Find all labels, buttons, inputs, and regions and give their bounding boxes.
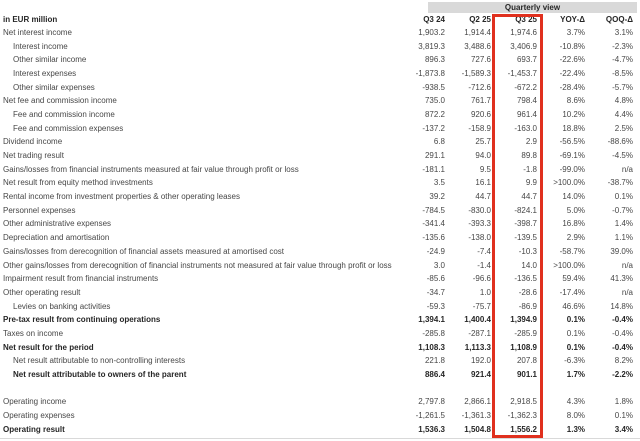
- cell-q3-24: -1,261.5: [415, 411, 445, 421]
- cell-q3-24: -285.8: [422, 328, 445, 338]
- cell-yoy-delta: 59.4%: [562, 274, 585, 284]
- cell-yoy-delta: -22.4%: [559, 68, 585, 78]
- table-row: [3, 245, 634, 259]
- cell-qoq-delta: -2.2%: [612, 370, 633, 380]
- cell-qoq-delta: -38.7%: [607, 178, 633, 188]
- cell-q3-24: -341.4: [422, 219, 445, 229]
- table-row: [3, 67, 634, 81]
- quarterly-view-label: Quarterly view: [504, 3, 561, 12]
- cell-q3-24: 896.3: [424, 55, 445, 65]
- cell-qoq-delta: -0.4%: [612, 328, 633, 338]
- cell-q3-25: 89.8: [521, 151, 537, 161]
- cell-q2-25: 727.6: [470, 55, 491, 65]
- cell-q3-25: 3,406.9: [510, 41, 537, 51]
- cell-q2-25: 9.5: [479, 164, 491, 174]
- cell-q3-25: -824.1: [514, 205, 537, 215]
- cell-yoy-delta: 14.0%: [562, 192, 585, 202]
- cell-q2-25: 921.4: [470, 370, 491, 380]
- cell-qoq-delta: 1.1%: [614, 233, 633, 243]
- row-label: Net interest income: [3, 27, 72, 37]
- cell-q3-24: -181.1: [422, 164, 445, 174]
- row-label: Net fee and commission income: [3, 96, 117, 106]
- table-row: [3, 81, 634, 95]
- cell-yoy-delta: 10.2%: [562, 109, 585, 119]
- cell-q3-25: -672.2: [514, 82, 537, 92]
- column-header-q3-24: Q3 24: [423, 14, 445, 24]
- cell-q3-24: 1,394.1: [418, 315, 445, 325]
- cell-q2-25: -1,589.3: [461, 68, 491, 78]
- cell-q3-24: 221.8: [424, 356, 445, 366]
- cell-q3-24: 1,108.3: [418, 342, 445, 352]
- cell-q3-25: -1,453.7: [507, 68, 537, 78]
- cell-q3-25: 207.8: [516, 356, 537, 366]
- cell-q3-24: 1,903.2: [418, 27, 445, 37]
- unit-label: in EUR million: [3, 14, 58, 24]
- cell-yoy-delta: 8.6%: [566, 96, 585, 106]
- cell-qoq-delta: 1.8%: [614, 397, 633, 407]
- cell-qoq-delta: 2.5%: [614, 123, 633, 133]
- cell-yoy-delta: 0.1%: [566, 342, 585, 352]
- cell-q3-24: 1,536.3: [418, 424, 445, 434]
- cell-q2-25: 3,488.6: [464, 41, 491, 51]
- table-row: [3, 327, 634, 341]
- table-row: [3, 163, 634, 177]
- cell-q2-25: -138.0: [468, 233, 491, 243]
- cell-qoq-delta: -8.5%: [612, 68, 633, 78]
- cell-yoy-delta: -56.5%: [559, 137, 585, 147]
- cell-q2-25: 1,914.4: [464, 27, 491, 37]
- cell-q2-25: -7.4: [477, 246, 491, 256]
- table-row: [3, 204, 634, 218]
- cell-yoy-delta: 3.7%: [566, 27, 585, 37]
- table-body: [3, 26, 634, 437]
- row-label: Taxes on income: [3, 328, 64, 338]
- cell-yoy-delta: >100.0%: [553, 260, 585, 270]
- cell-q3-24: -137.2: [422, 123, 445, 133]
- table-header-row: [3, 13, 634, 26]
- row-label: Impairment result from financial instruments: [3, 274, 159, 284]
- quarterly-view-band: [428, 2, 637, 13]
- cell-q3-24: -784.5: [422, 205, 445, 215]
- cell-q3-25: -10.3: [518, 246, 537, 256]
- cell-q3-24: 735.0: [424, 96, 445, 106]
- table-row: [3, 53, 634, 67]
- row-label: Net result attributable to non-controlling interests: [13, 356, 186, 366]
- row-label: Net trading result: [3, 151, 64, 161]
- cell-q3-24: 3.5: [433, 178, 445, 188]
- table-bottom-border: [0, 438, 640, 439]
- row-label: Interest income: [13, 41, 68, 51]
- cell-q3-24: -135.6: [422, 233, 445, 243]
- cell-yoy-delta: -22.6%: [559, 55, 585, 65]
- table-row: [3, 122, 634, 136]
- cell-qoq-delta: 4.8%: [614, 96, 633, 106]
- cell-q2-25: 1,113.3: [464, 342, 491, 352]
- cell-qoq-delta: -4.7%: [612, 55, 633, 65]
- table-row: [3, 108, 634, 122]
- row-label: Gains/losses from derecognition of financial assets measured at amortised cost: [3, 246, 285, 256]
- table-row: [3, 341, 634, 355]
- cell-qoq-delta: -88.6%: [607, 137, 633, 147]
- cell-yoy-delta: -28.4%: [559, 82, 585, 92]
- table-row: [3, 368, 634, 382]
- cell-q3-25: 961.4: [516, 109, 537, 119]
- cell-qoq-delta: 0.1%: [614, 411, 633, 421]
- cell-yoy-delta: 2.9%: [566, 233, 585, 243]
- table-row: [3, 26, 634, 40]
- cell-qoq-delta: 0.1%: [614, 192, 633, 202]
- table-row: [3, 423, 634, 437]
- cell-q3-25: 1,974.6: [510, 27, 537, 37]
- table-row: [3, 355, 634, 369]
- cell-qoq-delta: n/a: [621, 260, 633, 270]
- cell-q2-25: 44.7: [475, 192, 491, 202]
- cell-q3-25: -28.6: [518, 287, 537, 297]
- cell-q2-25: -158.9: [468, 123, 491, 133]
- row-label: Other operating result: [3, 287, 81, 297]
- cell-q3-25: 14.0: [521, 260, 537, 270]
- cell-q3-25: 693.7: [516, 55, 537, 65]
- cell-yoy-delta: -99.0%: [559, 164, 585, 174]
- cell-q3-25: 1,394.9: [510, 315, 537, 325]
- cell-yoy-delta: 5.0%: [566, 205, 585, 215]
- cell-qoq-delta: 3.4%: [614, 424, 633, 434]
- row-label: Fee and commission expenses: [13, 123, 124, 133]
- cell-q3-24: -34.7: [426, 287, 445, 297]
- cell-yoy-delta: 16.8%: [562, 219, 585, 229]
- cell-q3-25: 2,918.5: [510, 397, 537, 407]
- table-row: [3, 190, 634, 204]
- row-label: Personnel expenses: [3, 205, 76, 215]
- column-header-q2-25: Q2 25: [469, 14, 491, 24]
- row-label: Net result from equity method investments: [3, 178, 153, 188]
- spacer-row: [3, 382, 634, 396]
- table-row: [3, 409, 634, 423]
- cell-q3-24: 39.2: [429, 192, 445, 202]
- cell-q2-25: 1,504.8: [464, 424, 491, 434]
- row-label: Gains/losses from financial instruments measured at fair value through profit or loss: [3, 164, 299, 174]
- cell-yoy-delta: 18.8%: [562, 123, 585, 133]
- cell-q3-24: 872.2: [424, 109, 445, 119]
- cell-qoq-delta: -4.5%: [612, 151, 633, 161]
- row-label: Depreciation and amortisation: [3, 233, 110, 243]
- cell-yoy-delta: 1.7%: [566, 370, 585, 380]
- cell-q2-25: 192.0: [470, 356, 491, 366]
- cell-q2-25: -1.4: [477, 260, 491, 270]
- cell-qoq-delta: 14.8%: [610, 301, 633, 311]
- cell-q3-25: -285.9: [514, 328, 537, 338]
- cell-q3-25: 9.9: [525, 178, 537, 188]
- cell-qoq-delta: -0.4%: [612, 342, 633, 352]
- cell-q3-25: 798.4: [516, 96, 537, 106]
- cell-q2-25: 2,866.1: [464, 397, 491, 407]
- table-row: [3, 259, 634, 273]
- cell-qoq-delta: n/a: [621, 287, 633, 297]
- column-header-yoy-delta: YOY-Δ: [560, 14, 585, 24]
- row-label: Pre-tax result from continuing operations: [3, 315, 161, 325]
- cell-qoq-delta: 41.3%: [610, 274, 633, 284]
- cell-q3-24: 291.1: [424, 151, 445, 161]
- cell-q3-24: 886.4: [424, 370, 445, 380]
- cell-qoq-delta: n/a: [621, 164, 633, 174]
- cell-q3-25: -139.5: [514, 233, 537, 243]
- cell-q3-24: 6.8: [433, 137, 445, 147]
- row-label: Operating result: [3, 424, 65, 434]
- cell-q2-25: -393.3: [468, 219, 491, 229]
- cell-q3-24: 3.0: [433, 260, 445, 270]
- cell-yoy-delta: -17.4%: [559, 287, 585, 297]
- cell-yoy-delta: -58.7%: [559, 246, 585, 256]
- cell-q3-25: -398.7: [514, 219, 537, 229]
- cell-q2-25: 920.6: [470, 109, 491, 119]
- row-label: Net result for the period: [3, 342, 94, 352]
- cell-yoy-delta: -6.3%: [564, 356, 585, 366]
- cell-q2-25: -75.7: [472, 301, 491, 311]
- table-row: [3, 286, 634, 300]
- cell-q3-25: 901.1: [516, 370, 537, 380]
- row-label: Other gains/losses from derecognition of financial instruments not measured at fair value through profit or loss: [3, 260, 392, 270]
- cell-q2-25: 16.1: [475, 178, 491, 188]
- cell-q3-25: 44.7: [521, 192, 537, 202]
- table-row: [3, 313, 634, 327]
- row-label: Other similar income: [13, 55, 87, 65]
- cell-q2-25: 761.7: [470, 96, 491, 106]
- cell-q2-25: -287.1: [468, 328, 491, 338]
- cell-yoy-delta: >100.0%: [553, 178, 585, 188]
- cell-q3-24: -1,873.8: [415, 68, 445, 78]
- cell-q3-25: 2.9: [525, 137, 537, 147]
- cell-q3-25: -86.9: [518, 301, 537, 311]
- cell-q3-24: -85.6: [426, 274, 445, 284]
- cell-yoy-delta: -69.1%: [559, 151, 585, 161]
- cell-yoy-delta: 8.0%: [566, 411, 585, 421]
- table-row: [3, 231, 634, 245]
- table-row: [3, 149, 634, 163]
- cell-qoq-delta: 3.1%: [614, 27, 633, 37]
- cell-q2-25: 1,400.4: [464, 315, 491, 325]
- table-row: [3, 94, 634, 108]
- table-row: [3, 272, 634, 286]
- cell-q3-25: -1,362.3: [507, 411, 537, 421]
- cell-q3-24: -59.3: [426, 301, 445, 311]
- table-row: [3, 136, 634, 150]
- cell-qoq-delta: -0.7%: [612, 205, 633, 215]
- cell-qoq-delta: 1.4%: [614, 219, 633, 229]
- cell-q3-25: -136.5: [514, 274, 537, 284]
- cell-yoy-delta: 46.6%: [562, 301, 585, 311]
- cell-qoq-delta: -0.4%: [612, 315, 633, 325]
- column-header-qoq-delta: QOQ-Δ: [605, 14, 633, 24]
- cell-q3-24: -24.9: [426, 246, 445, 256]
- table-row: [3, 177, 634, 191]
- cell-q3-24: 3,819.3: [418, 41, 445, 51]
- row-label: Fee and commission income: [13, 109, 115, 119]
- cell-yoy-delta: 0.1%: [566, 328, 585, 338]
- cell-q2-25: -830.0: [468, 205, 491, 215]
- cell-qoq-delta: 39.0%: [610, 246, 633, 256]
- row-label: Levies on banking activities: [13, 301, 111, 311]
- cell-q2-25: 1.0: [479, 287, 491, 297]
- row-label: Other administrative expenses: [3, 219, 112, 229]
- row-label: Interest expenses: [13, 68, 77, 78]
- column-header-q3-25: Q3 25: [515, 14, 537, 24]
- cell-qoq-delta: -2.3%: [612, 41, 633, 51]
- cell-qoq-delta: 8.2%: [614, 356, 633, 366]
- cell-qoq-delta: 4.4%: [614, 109, 633, 119]
- cell-yoy-delta: 1.3%: [566, 424, 585, 434]
- row-label: Dividend income: [3, 137, 63, 147]
- cell-q2-25: 25.7: [475, 137, 491, 147]
- cell-yoy-delta: -10.8%: [559, 41, 585, 51]
- cell-q3-25: 1,556.2: [510, 424, 537, 434]
- cell-q3-24: -938.5: [422, 82, 445, 92]
- table-row: [3, 40, 634, 54]
- table-row: [3, 396, 634, 410]
- cell-yoy-delta: 0.1%: [566, 315, 585, 325]
- row-label: Other similar expenses: [13, 82, 95, 92]
- cell-q2-25: -1,361.3: [461, 411, 491, 421]
- row-label: Operating income: [3, 397, 67, 407]
- table-row: [3, 218, 634, 232]
- table-row: [3, 300, 634, 314]
- cell-q2-25: 94.0: [475, 151, 491, 161]
- cell-q3-25: -1.8: [523, 164, 537, 174]
- row-label: Operating expenses: [3, 411, 75, 421]
- cell-yoy-delta: 4.3%: [566, 397, 585, 407]
- row-label: Rental income from investment properties & other operating leases: [3, 192, 241, 202]
- cell-q3-25: -163.0: [514, 123, 537, 133]
- cell-q2-25: -712.6: [468, 82, 491, 92]
- cell-q3-25: 1,108.9: [510, 342, 537, 352]
- cell-q2-25: -96.6: [472, 274, 491, 284]
- row-label: Net result attributable to owners of the parent: [13, 370, 187, 380]
- cell-q3-24: 2,797.8: [418, 397, 445, 407]
- cell-qoq-delta: -5.7%: [612, 82, 633, 92]
